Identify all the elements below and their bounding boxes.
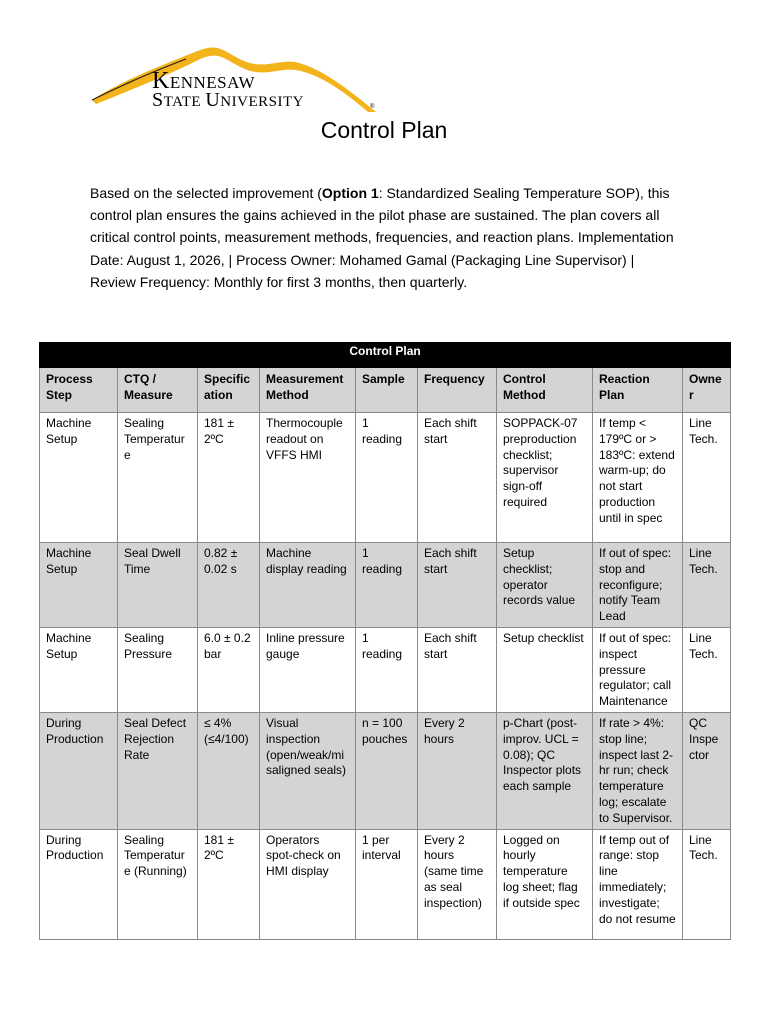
table-cell: ≤ 4% (≤4/100) xyxy=(198,712,260,829)
table-cell: Sealing Pressure xyxy=(118,627,198,712)
table-cell: Setup checklist; operator records value xyxy=(497,543,593,628)
logo-line-2: STATE UNIVERSITY xyxy=(152,89,304,111)
column-header: Control Method xyxy=(497,368,593,413)
table-cell: 181 ± 2ºC xyxy=(198,829,260,939)
table-cell: Machine Setup xyxy=(40,627,118,712)
table-cell: Inline pressure gauge xyxy=(260,627,356,712)
table-cell: 1 per interval xyxy=(356,829,418,939)
column-header: Specification xyxy=(198,368,260,413)
table-cell: Machine display reading xyxy=(260,543,356,628)
table-cell: n = 100 pouches xyxy=(356,712,418,829)
university-logo xyxy=(90,42,380,114)
control-plan-table xyxy=(39,342,731,940)
intro-option-label: Option 1 xyxy=(321,185,379,201)
table-cell: 1 reading xyxy=(356,543,418,628)
table-cell: Sealing Temperature xyxy=(118,413,198,543)
table-cell: 181 ± 2ºC xyxy=(198,413,260,543)
table-cell: Seal Defect Rejection Rate xyxy=(118,712,198,829)
table-cell: Line Tech. xyxy=(683,829,731,939)
table-cell: Seal Dwell Time xyxy=(118,543,198,628)
table-cell: During Production xyxy=(40,712,118,829)
table-cell: If out of spec: stop and reconfigure; notify Team Lead xyxy=(593,543,683,628)
table-cell: If temp out of range: stop line immediately; investigate; do not resume xyxy=(593,829,683,939)
table-row xyxy=(40,543,731,628)
table-cell: 1 reading xyxy=(356,627,418,712)
table-caption: Control Plan xyxy=(40,343,731,368)
table-cell: Machine Setup xyxy=(40,543,118,628)
table-cell: Line Tech. xyxy=(683,627,731,712)
table-cell: Every 2 hours xyxy=(418,712,497,829)
column-header: Sample xyxy=(356,368,418,413)
table-cell: 1 reading xyxy=(356,413,418,543)
table-cell: If out of spec: inspect pressure regulator; call Maintenance xyxy=(593,627,683,712)
column-header: Process Step xyxy=(40,368,118,413)
table-cell: QC Inspector xyxy=(683,712,731,829)
table-cell: During Production xyxy=(40,829,118,939)
table-cell: SOPPACK-07 preproduction checklist; supervisor sign-off required xyxy=(497,413,593,543)
column-header: Owner xyxy=(683,368,731,413)
table-cell: Line Tech. xyxy=(683,413,731,543)
table-row xyxy=(40,627,731,712)
table-cell: Each shift start xyxy=(418,543,497,628)
page-title: Control Plan xyxy=(320,117,448,143)
table-cell: Visual inspection (open/weak/misaligned seals) xyxy=(260,712,356,829)
intro-paragraph xyxy=(90,182,680,293)
column-header: Frequency xyxy=(418,368,497,413)
table-cell: Setup checklist xyxy=(497,627,593,712)
table-cell: Operators spot-check on HMI display xyxy=(260,829,356,939)
table-row xyxy=(40,413,731,543)
table-row xyxy=(40,712,731,829)
table-cell: Line Tech. xyxy=(683,543,731,628)
table-cell: Each shift start xyxy=(418,627,497,712)
table-cell: Logged on hourly temperature log sheet; flag if outside spec xyxy=(497,829,593,939)
table-cell: Each shift start xyxy=(418,413,497,543)
table-cell: Thermocouple readout on VFFS HMI xyxy=(260,413,356,543)
column-header: Reaction Plan xyxy=(593,368,683,413)
table-cell: Every 2 hours (same time as seal inspection) xyxy=(418,829,497,939)
table-cell: If rate > 4%: stop line; inspect last 2-hr run; check temperature log; escalate to Supervisor. xyxy=(593,712,683,829)
column-header: Measurement Method xyxy=(260,368,356,413)
column-header: CTQ / Measure xyxy=(118,368,198,413)
table-cell: Sealing Temperature (Running) xyxy=(118,829,198,939)
table-row xyxy=(40,829,731,939)
intro-body: : Standardized Sealing Temperature SOP), this control plan ensures the gains achieved in the pilot phase are sustained. The plan covers all critical control points, measurement methods, frequencies, and reaction plans. Implementation Date: August 1, 2026, | Process Owner: Mohamed Gamal (Packaging Line Supervisor) | Review Frequency: Monthly for first 3 months, then quarterly. xyxy=(90,185,674,290)
intro-prefix: Based on the selected improvement ( xyxy=(90,185,322,201)
table-cell: 6.0 ± 0.2 bar xyxy=(198,627,260,712)
table-cell: p-Chart (post-improv. UCL = 0.08); QC Inspector plots each sample xyxy=(497,712,593,829)
table-cell: If temp < 179ºC or > 183ºC: extend warm-up; do not start production until in spec xyxy=(593,413,683,543)
logo-line-1: KENNESAW xyxy=(152,68,256,94)
registered-mark: ® xyxy=(370,104,375,110)
table-cell: Machine Setup xyxy=(40,413,118,543)
table-cell: 0.82 ± 0.02 s xyxy=(198,543,260,628)
